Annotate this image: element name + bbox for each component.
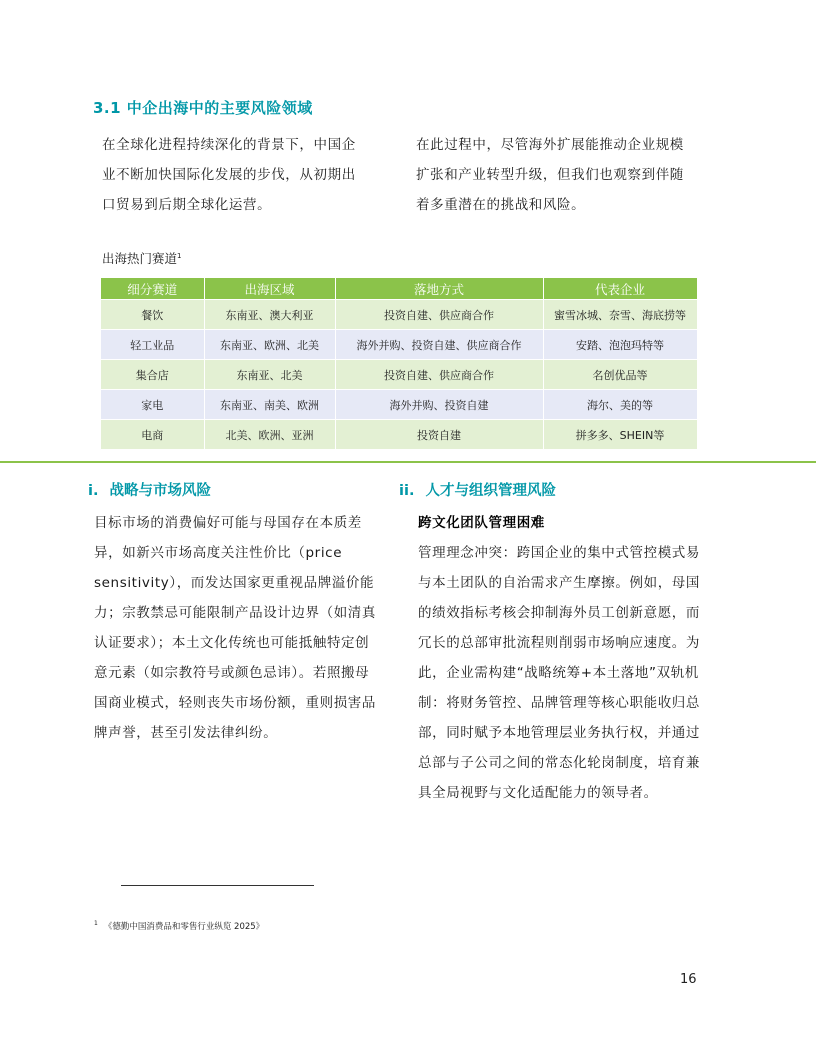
table-cell: 东南亚、南美、欧洲 bbox=[204, 390, 335, 420]
risk1-number: i. bbox=[88, 483, 99, 499]
section-title: 3.1 中企出海中的主要风险领域 bbox=[93, 99, 313, 117]
table-cell: 东南亚、欧洲、北美 bbox=[204, 330, 335, 360]
risk2-title: 人才与组织管理风险 bbox=[425, 483, 557, 499]
table-cell: 餐饮 bbox=[101, 300, 204, 330]
risk2-heading bbox=[399, 479, 556, 500]
table-cell: 轻工业品 bbox=[101, 330, 204, 360]
table-cell: 海外并购、投资自建、供应商合作 bbox=[335, 330, 543, 360]
table-cell: 投资自建 bbox=[335, 420, 543, 450]
table-row bbox=[101, 360, 697, 390]
col-header-companies: 代表企业 bbox=[543, 278, 697, 300]
table-cell: 安踏、泡泡玛特等 bbox=[543, 330, 697, 360]
table-cell: 投资自建、供应商合作 bbox=[335, 300, 543, 330]
risk2-paragraph: 管理理念冲突：跨国企业的集中式管控模式易与本土团队的自治需求产生摩擦。例如，母国的绩效指标考核会抑制海外员工创新意愿，而冗长的总部审批流程则削弱市场响应速度。为此，企业需构建“战略统筹+本土落地”双轨机制：将财务管控、品牌管理等核心职能收归总部，同时赋予本地管理层业务执行权，并通过总部与子公司之间的常态化轮岗制度，培育兼具全局视野与文化适配能力的领导者。 bbox=[418, 545, 700, 801]
table-cell: 北美、欧洲、亚洲 bbox=[204, 420, 335, 450]
risk1-title: 战略与市场风险 bbox=[109, 483, 212, 499]
table-cell: 东南亚、澳大利亚 bbox=[204, 300, 335, 330]
footnote-number: 1 bbox=[94, 920, 98, 928]
footnote-separator bbox=[121, 885, 314, 886]
table-cell: 集合店 bbox=[101, 360, 204, 390]
risk1-paragraph: 目标市场的消费偏好可能与母国存在本质差异，如新兴市场高度关注性价比（price sensitivity），而发达国家更重视品牌溢价能力；宗教禁忌可能限制产品设计边界（如清真认证要求）；本土文化传统也可能抵触特定创意元素（如宗教符号或颜色忌讳）。若照搬母国商业模式，轻则丧失市场份额，重则损害品牌声誉，甚至引发法律纠纷。 bbox=[94, 515, 376, 741]
col-header-segment: 细分赛道 bbox=[101, 278, 204, 300]
risk2-body bbox=[418, 508, 700, 808]
table-row bbox=[101, 300, 697, 330]
table-cell: 东南亚、北美 bbox=[204, 360, 335, 390]
markets-table bbox=[101, 278, 698, 449]
table-cell: 蜜雪冰城、奈雪、海底捞等 bbox=[543, 300, 697, 330]
table-cell: 名创优品等 bbox=[543, 360, 697, 390]
table-row bbox=[101, 330, 697, 360]
table-row bbox=[101, 420, 697, 450]
intro-right-paragraph: 在此过程中，尽管海外扩展能推动企业规模扩张和产业转型升级，但我们也观察到伴随着多重潜在的挑战和风险。 bbox=[416, 137, 684, 213]
page-number: 16 bbox=[680, 972, 697, 987]
col-header-method: 落地方式 bbox=[335, 278, 543, 300]
table-cell: 投资自建、供应商合作 bbox=[335, 360, 543, 390]
table-cell: 海外并购、投资自建 bbox=[335, 390, 543, 420]
table-row bbox=[101, 390, 697, 420]
table-cell: 电商 bbox=[101, 420, 204, 450]
footnote bbox=[94, 920, 264, 932]
table-caption bbox=[102, 249, 181, 267]
section-divider bbox=[0, 461, 816, 463]
table-caption-text: 出海热门赛道 bbox=[102, 251, 178, 266]
risk2-subtitle: 跨文化团队管理困难 bbox=[418, 515, 545, 531]
intro-left-paragraph: 在全球化进程持续深化的背景下，中国企业不断加快国际化发展的步伐，从初期出口贸易到后期全球化运营。 bbox=[102, 137, 356, 213]
risk1-heading bbox=[88, 479, 211, 500]
risk2-number: ii. bbox=[399, 483, 415, 499]
table-cell: 拼多多、SHEIN等 bbox=[543, 420, 697, 450]
table-header-row bbox=[101, 278, 697, 300]
footnote-ref: 1 bbox=[177, 251, 182, 260]
table-cell: 家电 bbox=[101, 390, 204, 420]
footnote-text: 《德勤中国消费品和零售行业纵览 2025》 bbox=[103, 922, 265, 932]
col-header-region: 出海区域 bbox=[204, 278, 335, 300]
table-cell: 海尔、美的等 bbox=[543, 390, 697, 420]
